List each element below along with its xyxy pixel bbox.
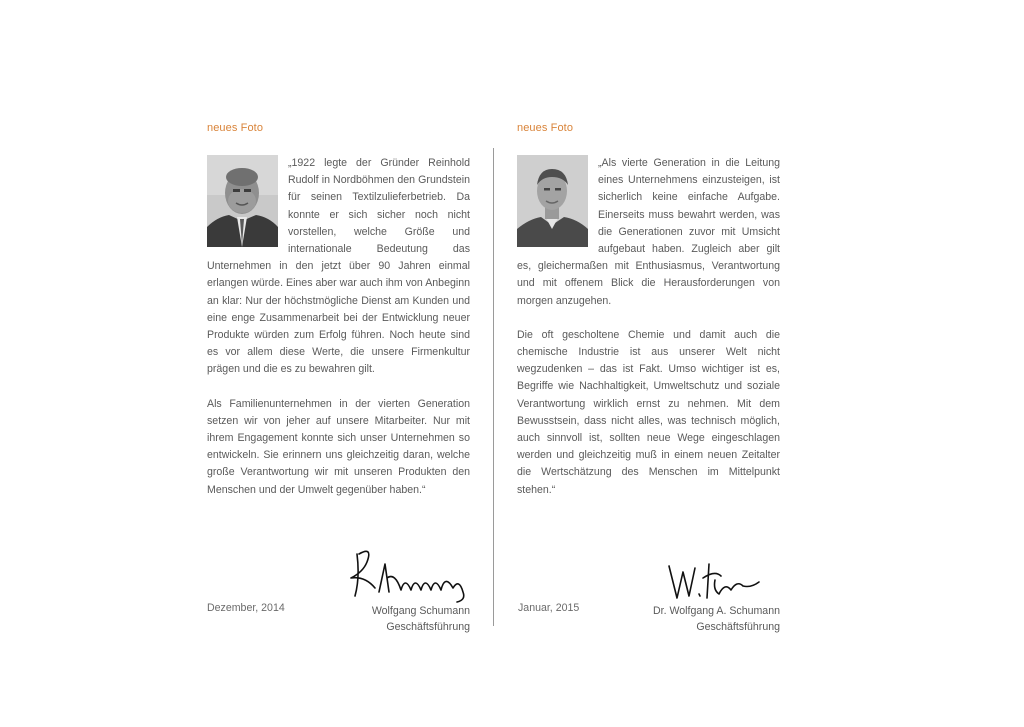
quote-paragraph: „1922 legte der Gründer Reinhold Rudolf in Nordböhmen den Grundstein für seinen Textilzulieferbetrieb. Da konnte er sich sicher noch nicht vorstellen, welche Größe und internationale Bedeutung das Unternehmen in den jetzt über 90 Jahren einmal erlangen würde. Eines aber war auch ihm von Anbeginn an klar: Nur der höchstmögliche Dienst am Kunden und eine enge Zusammenarbeit bei der Entwicklung neuer Produkte würden zum Erfolg führen. Noch heute sind es vor allem diese Werte, die unsere Firmenkultur prägen und die es zu bewahren gilt. — [207, 157, 470, 376]
handwritten-signature-left — [345, 548, 480, 604]
date-left: Dezember, 2014 — [207, 602, 285, 614]
portrait-photo — [207, 155, 278, 247]
handwritten-signature-right — [665, 560, 765, 604]
portrait-photo — [517, 155, 588, 247]
left-column — [207, 122, 470, 499]
photo-label: neues Foto — [517, 122, 574, 134]
portrait-image — [517, 155, 588, 247]
column-divider — [493, 148, 494, 626]
right-column — [517, 122, 780, 499]
signer-role: Geschäftsführung — [386, 621, 470, 633]
photo-label: neues Foto — [207, 122, 264, 134]
signature-block-left — [300, 603, 470, 635]
date-right: Januar, 2015 — [518, 602, 580, 614]
signature-block-right — [600, 603, 780, 635]
signer-name: Wolfgang Schumann — [371, 605, 470, 617]
quote-paragraph: „Als vierte Generation in die Leitung eines Unternehmens einzusteigen, ist sicherlich keine einfache Aufgabe. Einerseits muss bewahrt werden, was die Generationen zuvor mit Umsicht aufgebaut haben. Zugleich aber gilt es, gleichermaßen mit Enthusiasmus, Verantwortung und mit offenem Blick die Herausforderungen von morgen anzugehen. — [517, 157, 780, 307]
portrait-image — [207, 155, 278, 247]
quote-paragraph: Als Familienunternehmen in der vierten Generation setzen wir von jeher auf unsere Mitarbeiter. Nur mit ihrem Engagement konnte sich unser Unternehmen so entwickeln. Sie erinnern uns gleichzeitig daran, welche große Verantwortung wir mit unseren Produkten den Menschen und der Umwelt gegenüber haben.“ — [207, 397, 470, 496]
quote-paragraph: Die oft gescholtene Chemie und damit auch die chemische Industrie ist aus unserer Welt nicht wegzudenken – das ist Fakt. Umso wichtiger ist es, Begriffe wie Nachhaltigkeit, Umweltschutz und soziale Verantwortung wirklich ernst zu nehmen. Mit dem Bewusstsein, dass nicht alles, was technisch möglich, auch sinnvoll ist, sollten neue Wege eingeschlagen werden und gleichzeitig muß in einem neuen Zeitalter die Wertschätzung des Menschen im Mittelpunkt stehen.“ — [517, 328, 780, 496]
signer-name: Dr. Wolfgang A. Schumann — [652, 605, 780, 617]
signer-role: Geschäftsführung — [696, 621, 780, 633]
